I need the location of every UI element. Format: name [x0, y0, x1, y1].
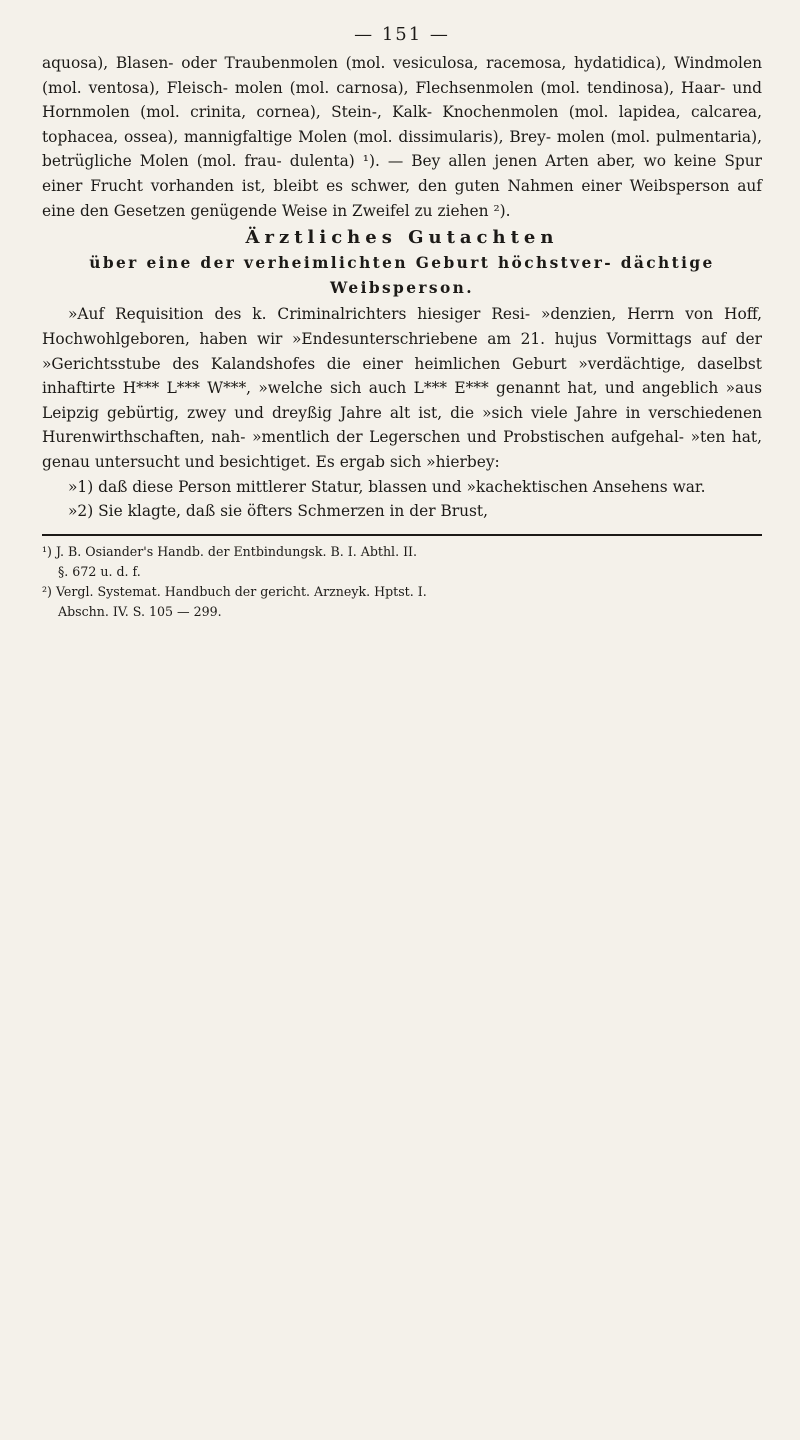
report-item-1: »1) daß diese Person mittlerer Statur, blassen und »kachektischen Ansehens war.: [68, 477, 706, 496]
main-text: [42, 51, 762, 524]
document-page: [42, 24, 762, 622]
heading-subtitle: über eine der verheimlichten Geburt höchstver- dächtige Weibsperson.: [89, 254, 715, 297]
report-item-2: »2) Sie klagte, daß sie öfters Schmerzen in der Brust,: [68, 502, 488, 521]
heading-title: Ärztliches Gutachten: [245, 227, 559, 249]
footnote-1: ¹) J. B. Osiander's Handb. der Entbindungsk. B. I. Abthl. II.: [42, 543, 418, 559]
section-heading: [42, 225, 762, 300]
footnote-2: ²) Vergl. Systemat. Handbuch der gericht. Arzneyk. Hptst. I.: [42, 583, 427, 599]
footnote-1-cont: §. 672 u. d. f.: [58, 563, 141, 579]
footnotes: [42, 542, 762, 622]
footnote-divider: [42, 534, 762, 536]
footnote-2-cont: Abschn. IV. S. 105 — 299.: [58, 603, 222, 619]
page-number: — 151 —: [354, 24, 450, 45]
paragraph: aquosa), Blasen- oder Traubenmolen (mol. vesiculosa, racemosa, hydatidica), Windmolen (mol. ventosa), Fleisch- molen (mol. carnosa), Flechsenmolen (mol. tendinosa), Haar- und Hornmolen (mol. crinita, cornea), Stein-, Kalk- Knochenmolen (mol. lapidea, calcarea, tophacea, ossea), mannigfaltige Molen (mol. dissimularis), Brey- molen (mol. pulmentaria), betrügliche Molen (mol. frau- dulenta) ¹). — Bey allen jenen Arten aber, wo keine Spur einer Frucht vorhanden ist, bleibt es schwer, den guten Nahmen einer Weibsperson auf eine den Gesetzen genügende Weise in Zweifel zu ziehen ²).: [42, 54, 762, 220]
report-paragraph: »Auf Requisition des k. Criminalrichters hiesiger Resi- »denzien, Herrn von Hoff, Hochwohlgeboren, haben wir »Endesunterschriebene am 21. hujus Vormittags auf der »Gerichtsstube des Kalandshofes die einer heimlichen Geburt »verdächtige, daselbst inhaftirte H*** L*** W***, »welche sich auch L*** E*** genannt hat, und angeblich »aus Leipzig gebürtig, zwey und dreyßig Jahre alt ist, die »sich viele Jahre in verschiedenen Hurenwirthschaften, nah- »mentlich der Legerschen und Probstischen aufgehal- »ten hat, genau untersucht und besichtiget. Es ergab sich »hierbey:: [42, 305, 762, 471]
